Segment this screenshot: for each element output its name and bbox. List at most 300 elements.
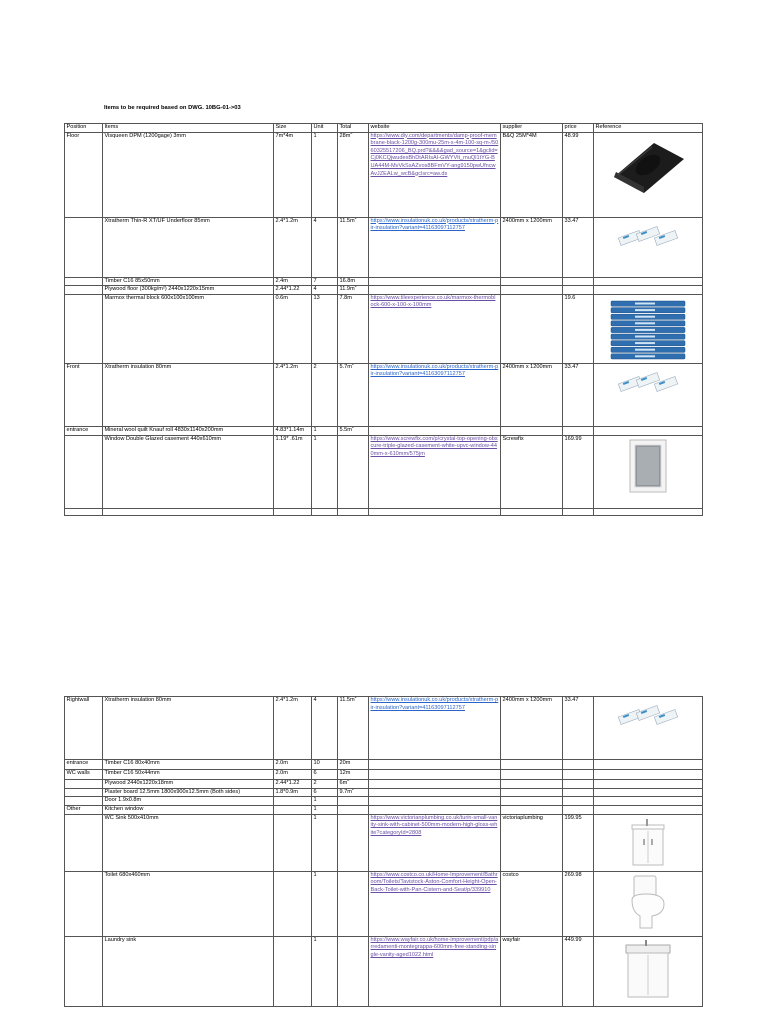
position-cell bbox=[65, 508, 103, 515]
position-text: Other bbox=[66, 805, 81, 812]
item-cell bbox=[103, 277, 274, 286]
item-cell bbox=[103, 797, 274, 806]
size-cell bbox=[274, 363, 312, 426]
item-cell bbox=[103, 132, 274, 217]
table-row bbox=[65, 508, 703, 515]
size-text: 2.0m bbox=[275, 760, 288, 766]
position-cell bbox=[65, 435, 103, 508]
size-cell bbox=[274, 217, 312, 277]
size-cell bbox=[274, 286, 312, 295]
price-cell bbox=[563, 871, 594, 936]
supplier-cell bbox=[501, 508, 563, 515]
item-cell bbox=[103, 286, 274, 295]
table-row bbox=[65, 286, 703, 295]
supplier-cell bbox=[501, 277, 563, 286]
table-row bbox=[65, 788, 703, 797]
website-cell bbox=[369, 814, 501, 871]
position-cell bbox=[65, 132, 103, 217]
website-link[interactable]: https://www.insulationuk.co.uk/products/xtratherm-pir-insulation?variant=41163097112757 bbox=[370, 217, 499, 232]
price-text: 449.99 bbox=[564, 936, 582, 943]
reference-cell bbox=[594, 814, 703, 871]
position-cell bbox=[65, 286, 103, 295]
price-cell bbox=[563, 697, 594, 760]
size-cell bbox=[274, 277, 312, 286]
item-text: Plywood 2440x1220x18mm bbox=[104, 780, 174, 786]
table-row bbox=[65, 363, 703, 426]
size-cell bbox=[274, 435, 312, 508]
item-text: Xtratherm Thin-R XT/UF Underfloor 85mm bbox=[104, 217, 210, 224]
size-cell bbox=[274, 805, 312, 814]
size-cell bbox=[274, 788, 312, 797]
position-cell bbox=[65, 770, 103, 780]
website-link[interactable]: https://www.victorianplumbing.co.uk/turin-small-vanity-sink-with-cabinet-500mm-modern-high-gloss-white?categoryId=2808 bbox=[370, 814, 498, 836]
unit-cell bbox=[312, 426, 338, 435]
website-cell bbox=[369, 217, 501, 277]
size-cell bbox=[274, 780, 312, 789]
price-cell bbox=[563, 426, 594, 435]
item-cell bbox=[103, 294, 274, 363]
reference-cell bbox=[594, 508, 703, 515]
unit-text: 1 bbox=[313, 797, 317, 804]
size-text: 2.4*1.2m bbox=[275, 217, 298, 224]
size-text: 2.4*1.2m bbox=[275, 363, 298, 370]
supplier-cell bbox=[501, 435, 563, 508]
item-text: Door 1.9x0.8m bbox=[104, 797, 142, 804]
unit-text: 1 bbox=[313, 805, 317, 812]
supplier-text: costco bbox=[502, 871, 519, 878]
items-table-2 bbox=[64, 696, 703, 1007]
unit-cell bbox=[312, 760, 338, 770]
website-cell bbox=[369, 760, 501, 770]
position-cell bbox=[65, 936, 103, 1006]
table-row bbox=[65, 770, 703, 780]
website-cell bbox=[369, 936, 501, 1006]
size-cell bbox=[274, 760, 312, 770]
header-label: Size bbox=[275, 124, 287, 130]
unit-text: 1 bbox=[313, 426, 317, 433]
total-cell bbox=[338, 435, 369, 508]
position-cell bbox=[65, 426, 103, 435]
total-text: 11.5m bbox=[339, 217, 355, 224]
unit-text: 13 bbox=[313, 294, 320, 301]
website-cell bbox=[369, 508, 501, 515]
price-cell bbox=[563, 788, 594, 797]
item-text: Toilet 680x460mm bbox=[104, 871, 150, 878]
position-cell bbox=[65, 294, 103, 363]
board-image bbox=[596, 220, 701, 256]
position-cell bbox=[65, 814, 103, 871]
price-cell bbox=[563, 770, 594, 780]
website-cell bbox=[369, 294, 501, 363]
unit-text: 1 bbox=[313, 435, 317, 442]
supplier-cell bbox=[501, 936, 563, 1006]
table-row bbox=[65, 132, 703, 217]
position-text: Front bbox=[66, 363, 80, 370]
header-cell-total bbox=[338, 124, 369, 133]
item-cell bbox=[103, 508, 274, 515]
supplier-text: victoriaplumbing bbox=[502, 814, 543, 821]
item-text: Plaster board 12.5mm 1800x900x12.5mm (Both sides) bbox=[104, 788, 241, 795]
unit-cell bbox=[312, 805, 338, 814]
website-link[interactable]: https://www.wayfair.co.uk/home-improvement/pdp/arredamenti-montegrappa-600mm-free-standing-single-vanity-aged1022.html bbox=[370, 936, 499, 958]
total-text: 28m bbox=[339, 132, 351, 139]
unit-text: 4 bbox=[313, 217, 317, 224]
unit-cell bbox=[312, 780, 338, 789]
unit-cell bbox=[312, 814, 338, 871]
price-cell bbox=[563, 936, 594, 1006]
position-cell bbox=[65, 788, 103, 797]
price-text: 33.47 bbox=[564, 217, 579, 224]
header-cell-price bbox=[563, 124, 594, 133]
total-cell bbox=[338, 277, 369, 286]
supplier-text: 2400mm x 1200mm bbox=[502, 363, 552, 370]
unit-text: 6 bbox=[313, 770, 317, 776]
position-text: entrance bbox=[66, 426, 89, 433]
total-cell bbox=[338, 286, 369, 295]
price-cell bbox=[563, 435, 594, 508]
toilet-image bbox=[596, 874, 701, 932]
reference-cell bbox=[594, 805, 703, 814]
header-cell-size bbox=[274, 124, 312, 133]
header-cell-unit bbox=[312, 124, 338, 133]
price-cell bbox=[563, 508, 594, 515]
website-cell bbox=[369, 286, 501, 295]
website-link[interactable]: https://www.insulationuk.co.uk/products/xtratherm-pir-insulation?variant=41163097112757 bbox=[370, 363, 499, 378]
website-cell bbox=[369, 788, 501, 797]
supplier-cell bbox=[501, 426, 563, 435]
unit-exponent: 2 bbox=[354, 696, 357, 700]
unit-cell bbox=[312, 277, 338, 286]
item-cell bbox=[103, 805, 274, 814]
price-text: 199.95 bbox=[564, 814, 582, 821]
website-link[interactable]: https://www.diy.com/departments/damp-proof-membrane-black-1200g-300mu-25m-x-4m-100-sq-m-/5060325517206_BQ.prd?&&&&gad_source=1&gclid=Cj0KCQjwudexBhDtARIsAI-GWYVlt_muQl1tYG-BUA44M-MvVkSsAZvos8BFmVY-ang9150pwUfncwAvJZEALw_wcB&gclsrc=aw.ds bbox=[370, 132, 499, 177]
unit-text: 1 bbox=[313, 132, 317, 139]
item-cell bbox=[103, 780, 274, 789]
price-text: 33.47 bbox=[564, 697, 579, 703]
unit-cell bbox=[312, 435, 338, 508]
unit-cell bbox=[312, 936, 338, 1006]
supplier-cell bbox=[501, 871, 563, 936]
header-label: Total bbox=[339, 124, 352, 130]
total-text: 5.7m bbox=[339, 363, 352, 370]
size-text: 2.4*1.2m bbox=[275, 697, 298, 703]
reference-cell bbox=[594, 760, 703, 770]
item-text: Marmox thermal block 600x100x100mm bbox=[104, 294, 204, 301]
price-text: 19.6 bbox=[564, 294, 576, 301]
position-text: WC walls bbox=[66, 770, 90, 776]
reference-cell bbox=[594, 426, 703, 435]
unit-exponent: 2 bbox=[351, 363, 355, 366]
roll-image bbox=[596, 135, 701, 195]
unit-cell bbox=[312, 871, 338, 936]
supplier-text: 2400mm x 1200mm bbox=[502, 697, 552, 703]
total-cell bbox=[338, 805, 369, 814]
reference-cell bbox=[594, 286, 703, 295]
price-cell bbox=[563, 294, 594, 363]
unit-text: 1 bbox=[313, 871, 317, 878]
laundry-image bbox=[596, 939, 701, 999]
website-cell bbox=[369, 435, 501, 508]
unit-text: 2 bbox=[313, 363, 317, 370]
unit-cell bbox=[312, 286, 338, 295]
blocks-image bbox=[596, 297, 701, 363]
header-cell-website bbox=[369, 124, 501, 133]
item-text: Timber C16 50x44mm bbox=[104, 770, 160, 776]
header-label: supplier bbox=[502, 124, 523, 130]
supplier-cell bbox=[501, 697, 563, 760]
unit-exponent: 2 bbox=[347, 779, 350, 783]
size-text: 2.4m bbox=[275, 277, 288, 284]
table-row bbox=[65, 277, 703, 286]
table-row bbox=[65, 760, 703, 770]
total-cell bbox=[338, 770, 369, 780]
price-cell bbox=[563, 286, 594, 295]
supplier-cell bbox=[501, 797, 563, 806]
header-label: Position bbox=[66, 124, 87, 130]
unit-cell bbox=[312, 697, 338, 760]
position-cell bbox=[65, 805, 103, 814]
price-cell bbox=[563, 797, 594, 806]
unit-text: 10 bbox=[313, 760, 320, 766]
reference-cell bbox=[594, 132, 703, 217]
total-cell bbox=[338, 217, 369, 277]
table-row bbox=[65, 936, 703, 1006]
supplier-cell bbox=[501, 760, 563, 770]
total-text: 11.9m bbox=[339, 286, 355, 293]
position-text: Rightwall bbox=[66, 697, 90, 703]
unit-text: 4 bbox=[313, 697, 317, 703]
table-row bbox=[65, 697, 703, 760]
table-row bbox=[65, 871, 703, 936]
total-cell bbox=[338, 697, 369, 760]
unit-text: 1 bbox=[313, 814, 317, 821]
website-link[interactable]: https://www.screwfix.com/p/crystal-top-opening-obscure-triple-glazed-casement-white-upvc-window-440mm-x-610mm/575jm bbox=[370, 435, 498, 457]
total-cell bbox=[338, 936, 369, 1006]
reference-cell bbox=[594, 363, 703, 426]
position-text: Floor bbox=[66, 132, 80, 139]
item-text: Laundry sink bbox=[104, 936, 137, 943]
total-cell bbox=[338, 788, 369, 797]
website-cell bbox=[369, 871, 501, 936]
size-text: 7m*4m bbox=[275, 132, 294, 139]
supplier-cell bbox=[501, 814, 563, 871]
supplier-text: Screwfix bbox=[502, 435, 524, 442]
unit-cell bbox=[312, 508, 338, 515]
unit-exponent: 2 bbox=[350, 132, 353, 135]
header-cell-supplier bbox=[501, 124, 563, 133]
total-text: 6m bbox=[339, 780, 348, 786]
total-cell bbox=[338, 760, 369, 770]
supplier-cell bbox=[501, 286, 563, 295]
board-image bbox=[596, 699, 701, 735]
supplier-cell bbox=[501, 217, 563, 277]
size-cell bbox=[274, 936, 312, 1006]
table-row bbox=[65, 805, 703, 814]
position-cell bbox=[65, 797, 103, 806]
item-cell bbox=[103, 871, 274, 936]
header-label: Reference bbox=[595, 124, 622, 130]
header-label: price bbox=[564, 124, 577, 130]
size-cell bbox=[274, 797, 312, 806]
header-label: Items bbox=[104, 124, 119, 130]
supplier-cell bbox=[501, 294, 563, 363]
document-title: Items to be required based on DWG. 10BG-01->03 bbox=[104, 105, 241, 111]
position-cell bbox=[65, 217, 103, 277]
unit-text: 2 bbox=[313, 780, 317, 786]
position-cell bbox=[65, 277, 103, 286]
reference-cell bbox=[594, 797, 703, 806]
website-cell bbox=[369, 363, 501, 426]
website-cell bbox=[369, 277, 501, 286]
supplier-text: wayfair bbox=[502, 936, 521, 943]
position-cell bbox=[65, 760, 103, 770]
total-text: 20m bbox=[339, 760, 351, 766]
item-cell bbox=[103, 435, 274, 508]
size-cell bbox=[274, 426, 312, 435]
website-cell bbox=[369, 770, 501, 780]
item-cell bbox=[103, 760, 274, 770]
header-cell-items bbox=[103, 124, 274, 133]
website-cell bbox=[369, 797, 501, 806]
sink-image bbox=[596, 817, 701, 867]
website-cell bbox=[369, 780, 501, 789]
size-cell bbox=[274, 871, 312, 936]
reference-cell bbox=[594, 277, 703, 286]
size-text: 0.6m bbox=[275, 294, 288, 301]
unit-exponent: 2 bbox=[354, 217, 357, 220]
item-cell bbox=[103, 363, 274, 426]
table-row bbox=[65, 435, 703, 508]
unit-cell bbox=[312, 294, 338, 363]
unit-cell bbox=[312, 217, 338, 277]
total-cell bbox=[338, 780, 369, 789]
price-cell bbox=[563, 780, 594, 789]
table-row bbox=[65, 217, 703, 277]
position-cell bbox=[65, 780, 103, 789]
unit-cell bbox=[312, 770, 338, 780]
unit-cell bbox=[312, 132, 338, 217]
total-cell bbox=[338, 871, 369, 936]
supplier-cell bbox=[501, 770, 563, 780]
website-link[interactable]: https://www.tileexperience.co.uk/marmox-thermoblock-600-x-100-x-100mm bbox=[370, 294, 496, 309]
item-cell bbox=[103, 788, 274, 797]
position-cell bbox=[65, 363, 103, 426]
size-cell bbox=[274, 132, 312, 217]
total-cell bbox=[338, 294, 369, 363]
item-text: Mineral wool quilt Knauf roll 4830x1140x200mm bbox=[104, 426, 224, 433]
supplier-cell bbox=[501, 363, 563, 426]
table-row bbox=[65, 426, 703, 435]
total-text: 9.7m bbox=[339, 788, 352, 795]
price-cell bbox=[563, 217, 594, 277]
unit-text: 7 bbox=[313, 277, 317, 284]
header-row bbox=[65, 124, 703, 133]
total-text: 7.8m bbox=[339, 294, 352, 301]
price-text: 169.99 bbox=[564, 435, 582, 442]
size-cell bbox=[274, 814, 312, 871]
unit-cell bbox=[312, 363, 338, 426]
website-link[interactable]: https://www.costco.co.uk/Home-Improvement/Bathroom/Toilets/Tavistock-Aston-Comfort-Height-Open-Back-Toilet-with-Pan-Cistern-and-Seat/p/339910 bbox=[370, 871, 498, 893]
price-cell bbox=[563, 814, 594, 871]
total-text: 16.8m bbox=[339, 277, 356, 284]
unit-cell bbox=[312, 797, 338, 806]
size-text: 2.0m bbox=[275, 770, 288, 776]
reference-cell bbox=[594, 871, 703, 936]
supplier-cell bbox=[501, 805, 563, 814]
header-label: Unit bbox=[313, 124, 324, 130]
total-cell bbox=[338, 797, 369, 806]
supplier-cell bbox=[501, 780, 563, 789]
item-text: WC Sink 500x410mm bbox=[104, 814, 159, 821]
size-cell bbox=[274, 294, 312, 363]
total-cell bbox=[338, 132, 369, 217]
size-text: 1.19* .61m bbox=[275, 435, 303, 442]
table-row bbox=[65, 780, 703, 789]
position-text: entrance bbox=[66, 760, 89, 766]
price-cell bbox=[563, 363, 594, 426]
reference-cell bbox=[594, 435, 703, 508]
table-row bbox=[65, 797, 703, 806]
size-text: 1.8*0.9m bbox=[275, 788, 298, 795]
website-cell bbox=[369, 805, 501, 814]
supplier-cell bbox=[501, 132, 563, 217]
item-text: Window Double Glazed casement 440x610mm bbox=[104, 435, 222, 442]
size-cell bbox=[274, 770, 312, 780]
unit-cell bbox=[312, 788, 338, 797]
price-cell bbox=[563, 132, 594, 217]
size-text: 4.83*1.14m bbox=[275, 426, 305, 433]
item-cell bbox=[103, 770, 274, 780]
price-text: 48.99 bbox=[564, 132, 579, 139]
website-link[interactable]: https://www.insulationuk.co.uk/products/xtratherm-pir-insulation?variant=41163097112757 bbox=[370, 697, 499, 711]
window-image bbox=[596, 438, 701, 494]
item-cell bbox=[103, 217, 274, 277]
table-row bbox=[65, 814, 703, 871]
reference-cell bbox=[594, 788, 703, 797]
item-text: Timber C16 80x40mm bbox=[104, 760, 160, 766]
website-cell bbox=[369, 426, 501, 435]
header-cell-position bbox=[65, 124, 103, 133]
supplier-text: B&Q 25M*4M bbox=[502, 132, 537, 139]
price-cell bbox=[563, 277, 594, 286]
total-cell bbox=[338, 426, 369, 435]
supplier-cell bbox=[501, 788, 563, 797]
header-cell-reference bbox=[594, 124, 703, 133]
item-cell bbox=[103, 697, 274, 760]
unit-exponent: 2 bbox=[351, 426, 355, 429]
table-row bbox=[65, 294, 703, 363]
item-text: Timber C16 85x50mm bbox=[104, 277, 160, 284]
items-table-1 bbox=[64, 123, 703, 516]
item-cell bbox=[103, 814, 274, 871]
item-text: Xtratherm insulation 80mm bbox=[104, 697, 172, 703]
size-text: 2.44*1.22 bbox=[275, 286, 300, 293]
total-cell bbox=[338, 363, 369, 426]
item-text: Plywood floor (300kg/m²) 2440x1220x15mm bbox=[104, 286, 215, 293]
total-text: 5.5m bbox=[339, 426, 352, 433]
price-cell bbox=[563, 760, 594, 770]
item-text: Visqueen DPM (1200gage) 3mm bbox=[104, 132, 186, 139]
size-cell bbox=[274, 697, 312, 760]
item-cell bbox=[103, 426, 274, 435]
reference-cell bbox=[594, 697, 703, 760]
website-cell bbox=[369, 132, 501, 217]
size-cell bbox=[274, 508, 312, 515]
item-text: Xtratherm insulation 80mm bbox=[104, 363, 172, 370]
total-text: 11.5m bbox=[339, 697, 355, 703]
item-text: Kitchen window bbox=[104, 805, 144, 812]
reference-cell bbox=[594, 780, 703, 789]
